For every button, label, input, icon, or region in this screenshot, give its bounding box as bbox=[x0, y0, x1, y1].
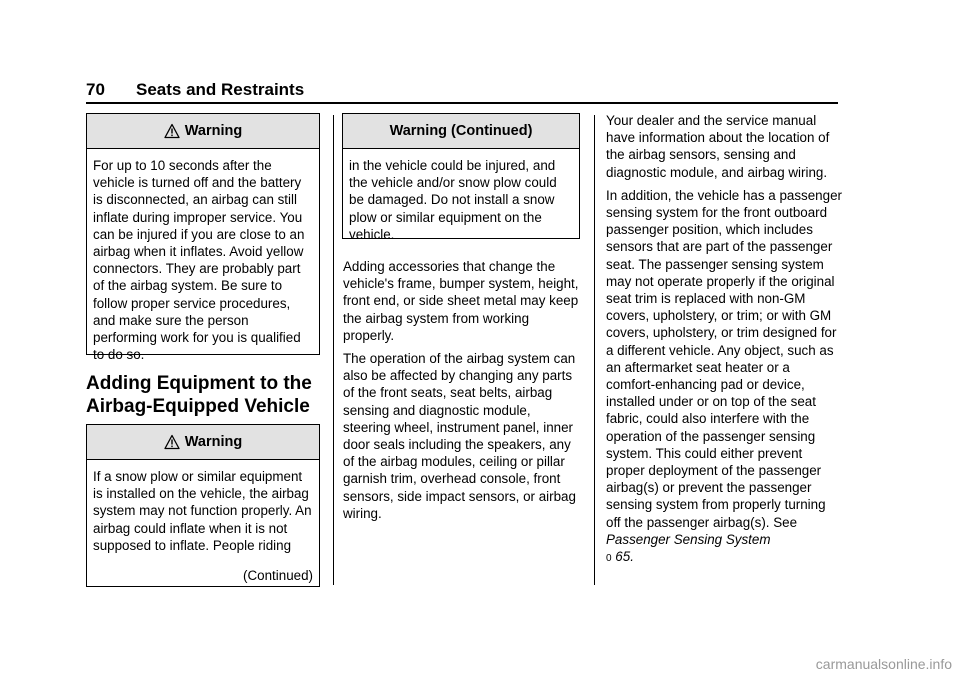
continued-label: (Continued) bbox=[243, 568, 313, 583]
warning-triangle-icon bbox=[164, 123, 180, 139]
warning-box-continued bbox=[342, 113, 580, 242]
paragraph: Your dealer and the service manual have information about the location of the airbag sensors, sensing and diagnostic module, and airbag wiring. bbox=[606, 113, 830, 180]
watermark: carmanualsonline.info bbox=[815, 656, 952, 672]
page-header bbox=[86, 80, 838, 104]
paragraph: In addition, the vehicle has a passenger sensing system for the front outboard passenger position, which includes sensors that are part of the passenger seat. The passenger sensing system may not operate properly if the original seat trim is replaced with non-GM covers, upholstery, or trim; or with GM covers, upholstery, or trim designed for a different vehicle. Any object, such as an aftermarket seat heater or a comfort-enhancing pad or device, installed under or on top of the seat fabric, could also interfere with the operation of the passenger sensing system. This could either prevent proper deployment of the passenger airbag(s) or prevent the passenger sensing system from properly turning off the passenger airbag(s). See Passenger Sensing System 0 65. bbox=[606, 187, 842, 565]
warning-triangle-icon bbox=[164, 434, 180, 450]
warning-header bbox=[87, 114, 319, 149]
right-column-text bbox=[606, 112, 842, 573]
column-divider-left bbox=[333, 115, 334, 585]
page-reference[interactable]: 65. bbox=[615, 549, 634, 565]
page-reference-icon: 0 bbox=[606, 553, 612, 565]
warning-box-snowplow bbox=[86, 424, 320, 587]
warning-text: If a snow plow or similar equipment is installed on the vehicle, the airbag system may not function properly. An airbag could inflate when it is not supposed to inflate. People riding bbox=[93, 469, 312, 553]
warning-title: Warning (Continued) bbox=[389, 123, 533, 139]
warning-box-service bbox=[86, 113, 320, 363]
paragraph: The operation of the airbag system can also be affected by changing any parts of the front seats, seat belts, airbag sensing and diagnostic module, steering wheel, instrument panel, inner door seals including the speakers, any of the airbag modules, ceiling or pillar garnish trim, overhead console, front sensors, side impact sensors, or airbag wiring. bbox=[343, 351, 576, 521]
warning-header bbox=[343, 114, 579, 149]
warning-title: Warning bbox=[184, 434, 243, 450]
page-number: 70 bbox=[86, 80, 105, 99]
column-divider-right bbox=[594, 115, 595, 585]
warning-text: For up to 10 seconds after the vehicle is turned off and the battery is disconnected, an airbag can still inflate during improper service. You can be injured if you are close to an airbag when it inflates. Avoid yellow connectors. They are probably part of the airbag system. Be sure to follow proper service procedures, and make sure the person performing work for you is qualified to do so. bbox=[93, 158, 305, 363]
warning-text: in the vehicle could be injured, and the vehicle and/or snow plow could be damaged. Do not install a snow plow or similar equipment on the vehicle. bbox=[349, 158, 557, 242]
section-title: Seats and Restraints bbox=[136, 80, 305, 99]
middle-column-text bbox=[343, 258, 581, 528]
cross-reference-link[interactable]: Passenger Sensing System bbox=[606, 531, 771, 547]
paragraph: Adding accessories that change the vehicle's frame, bumper system, height, front end, or side sheet metal may keep the airbag system from working properly. bbox=[343, 259, 579, 343]
warning-header bbox=[87, 425, 319, 460]
section-heading: Adding Equipment to the Airbag-Equipped Vehicle bbox=[86, 373, 312, 417]
warning-title: Warning bbox=[184, 123, 243, 139]
